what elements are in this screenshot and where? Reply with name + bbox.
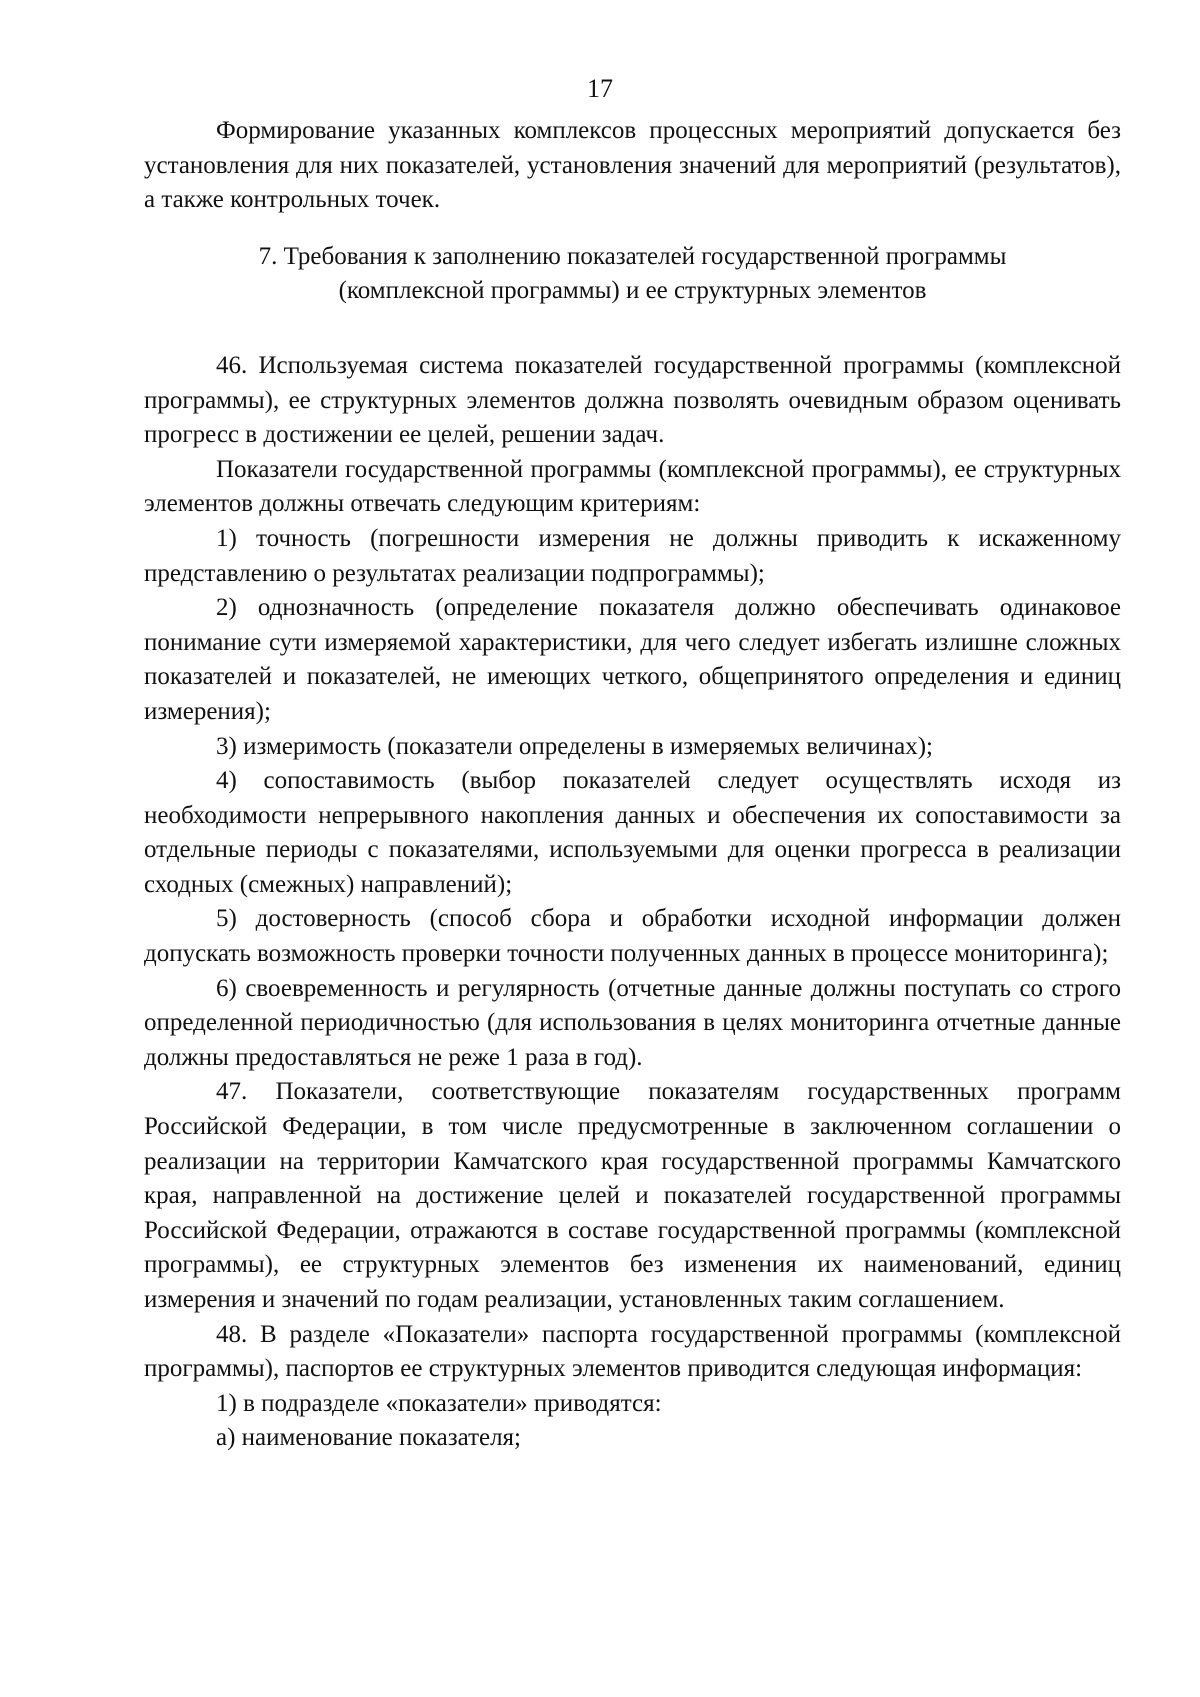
section-heading-line-2: (комплексной программы) и ее структурных элементов (338, 277, 927, 305)
criterion-timeliness: 6) своевременность и регулярность (отчетные данные должны поступать со строго определенной периодичностью (для использования в целях мониторинга отчетные данные должны предоставляться не реже 1 раза в год). (144, 974, 1121, 1071)
criterion-measurability: 3) измеримость (показатели определены в измеряемых величинах); (216, 732, 934, 760)
section-heading-line-1: 7. Требования к заполнению показателей государственной программы (258, 242, 1007, 270)
document-body (144, 114, 1121, 1456)
paragraph-intro: Формирование указанных комплексов процессных мероприятий допускается без установления для них показателей, установления значений для мероприятий (результатов), а также контрольных точек. (144, 117, 1121, 214)
section-heading (144, 240, 1121, 309)
section-paragraphs (144, 349, 1121, 1456)
criterion-unambiguity: 2) однозначность (определение показателя должно обеспечивать одинаковое понимание сути измеряемой характеристики, для чего следует избегать излишне сложных показателей и показателей, не имеющих четкого, общепринятого определения и единиц измерения); (144, 594, 1121, 725)
paragraph-48: 48. В разделе «Показатели» паспорта государственной программы (комплексной программы), паспортов ее структурных элементов приводится следующая информация: (144, 1320, 1121, 1383)
criterion-reliability: 5) достоверность (способ сбора и обработки исходной информации должен допускать возможность проверки точности полученных данных в процессе мониторинга); (144, 905, 1121, 968)
page-number: 17 (587, 74, 613, 103)
paragraph-47: 47. Показатели, соответствующие показателям государственных программ Российской Федерации, в том числе предусмотренные в заключенном соглашении о реализации на территории Камчатского края государственной программы Камчатского края, направленной на достижение целей и показателей государственной программы Российской Федерации, отражаются в составе государственной программы (комплексной программы), ее структурных элементов без изменения их наименований, единиц измерения и значений по годам реализации, установленных таким соглашением. (144, 1078, 1121, 1313)
list-item-a: а) наименование показателя; (216, 1424, 522, 1452)
paragraph-46: 46. Используемая система показателей государственной программы (комплексной программы), ее структурных элементов должна позволять очевидным образом оценивать прогресс в достижении ее целей, решении задач. (144, 351, 1121, 449)
criterion-comparability: 4) сопоставимость (выбор показателей следует осуществлять исходя из необходимости непрерывного накопления данных и обеспечения их сопоставимости за отдельные периоды с показателями, используемыми для оценки прогресса в реализации сходных (смежных) направлений); (144, 767, 1121, 898)
paragraph-criteria-intro: Показатели государственной программы (комплексной программы), ее структурных элементов должны отвечать следующим критериям: (144, 455, 1121, 518)
list-item-1: 1) в подразделе «показатели» приводятся: (216, 1389, 662, 1417)
criterion-accuracy: 1) точность (погрешности измерения не должны приводить к искаженному представлению о результатах реализации подпрограммы); (144, 524, 1121, 587)
